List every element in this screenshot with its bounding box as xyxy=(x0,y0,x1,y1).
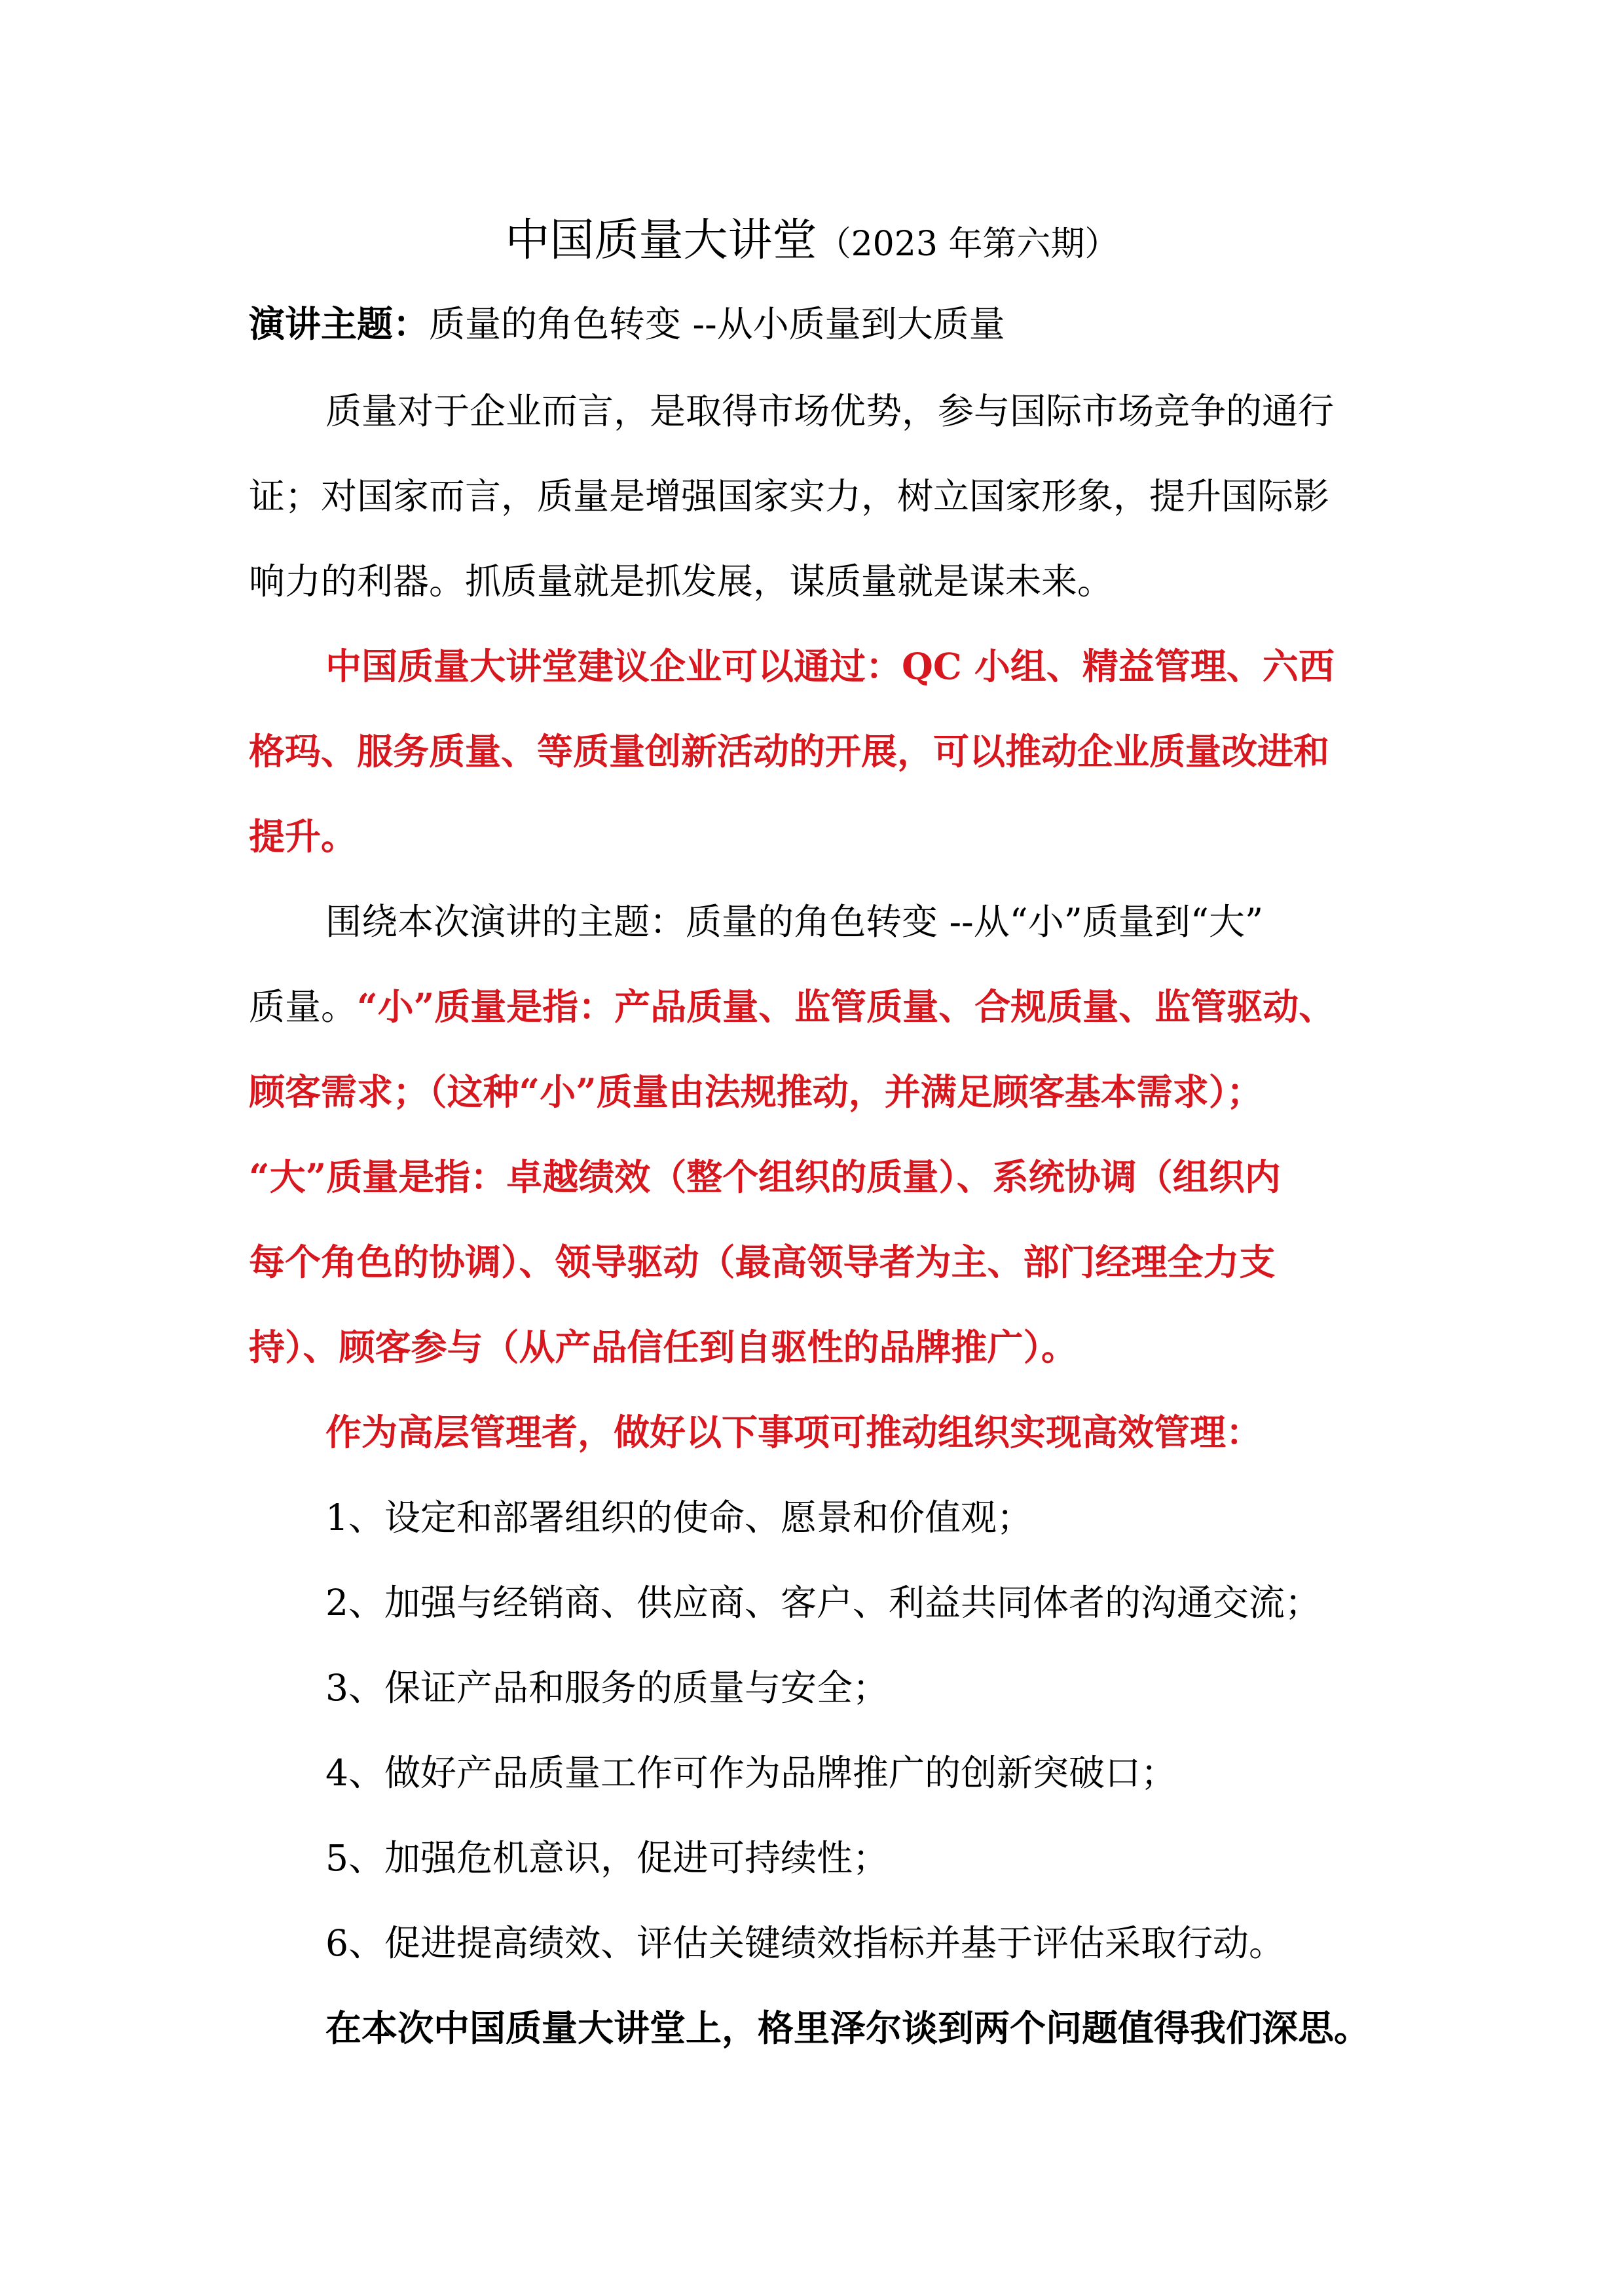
paragraph-1-line-3: 响力的利器。抓质量就是抓发展，谋质量就是谋未来。 xyxy=(249,560,1114,602)
paragraph-3-line-2-black: 质量。 xyxy=(249,986,358,1028)
list-item-2: 2、加强与经销商、供应商、客户、利益共同体者的沟通交流； xyxy=(325,1582,1321,1624)
list-item-5: 5、加强危机意识，促进可持续性； xyxy=(325,1837,889,1879)
paragraph-2-line-2: 格玛、服务质量、等质量创新活动的开展，可以推动企业质量改进和 xyxy=(249,730,1330,773)
topic-text: 质量的角色转变 --从小质量到大质量 xyxy=(429,303,1005,345)
paragraph-2-line-3: 提升。 xyxy=(249,815,358,858)
paragraph-3-line-5: 每个角色的协调）、领导驱动（最高领导者为主、部门经理全力支 xyxy=(249,1241,1276,1283)
paragraph-3-line-2 xyxy=(249,981,1335,1033)
list-item-4: 4、做好产品质量工作可作为品牌推广的创新突破口； xyxy=(325,1752,1177,1794)
title-main: 中国质量大讲堂 xyxy=(505,215,817,266)
paragraph-3-line-1: 围绕本次演讲的主题：质量的角色转变 --从“小”质量到“大” xyxy=(325,901,1264,943)
closing-line: 在本次中国质量大讲堂上，格里泽尔谈到两个问题值得我们深思。 xyxy=(325,2007,1371,2049)
title-sub: （2023 年第六期） xyxy=(817,225,1119,264)
paragraph-3-line-2-red: “小”质量是指：产品质量、监管质量、合规质量、监管驱动、 xyxy=(357,985,1335,1028)
paragraph-3-line-4: “大”质量是指：卓越绩效（整个组织的质量）、系统协调（组织内 xyxy=(249,1156,1281,1198)
paragraph-1-line-1: 质量对于企业而言，是取得市场优势，参与国际市场竞争的通行 xyxy=(325,390,1335,432)
list-item-6: 6、促进提高绩效、评估关键绩效指标并基于评估采取行动。 xyxy=(325,1922,1285,1964)
paragraph-4-heading: 作为高层管理者，做好以下事项可推动组织实现高效管理： xyxy=(325,1411,1263,1453)
list-item-1: 1、设定和部署组织的使命、愿景和价值观； xyxy=(325,1497,1033,1539)
topic-line xyxy=(249,298,1005,350)
paragraph-1-line-2: 证；对国家而言，质量是增强国家实力，树立国家形象，提升国际影 xyxy=(249,475,1330,517)
document-title xyxy=(0,208,1624,277)
paragraph-3-line-6: 持）、顾客参与（从产品信任到自驱性的品牌推广）。 xyxy=(249,1326,1078,1368)
list-item-3: 3、保证产品和服务的质量与安全； xyxy=(325,1667,889,1709)
paragraph-3-line-3: 顾客需求；（这种“小”质量由法规推动，并满足顾客基本需求）； xyxy=(249,1070,1263,1113)
topic-label: 演讲主题： xyxy=(249,302,430,345)
paragraph-2-line-1: 中国质量大讲堂建议企业可以通过：QC 小组、精益管理、六西 xyxy=(325,645,1335,687)
